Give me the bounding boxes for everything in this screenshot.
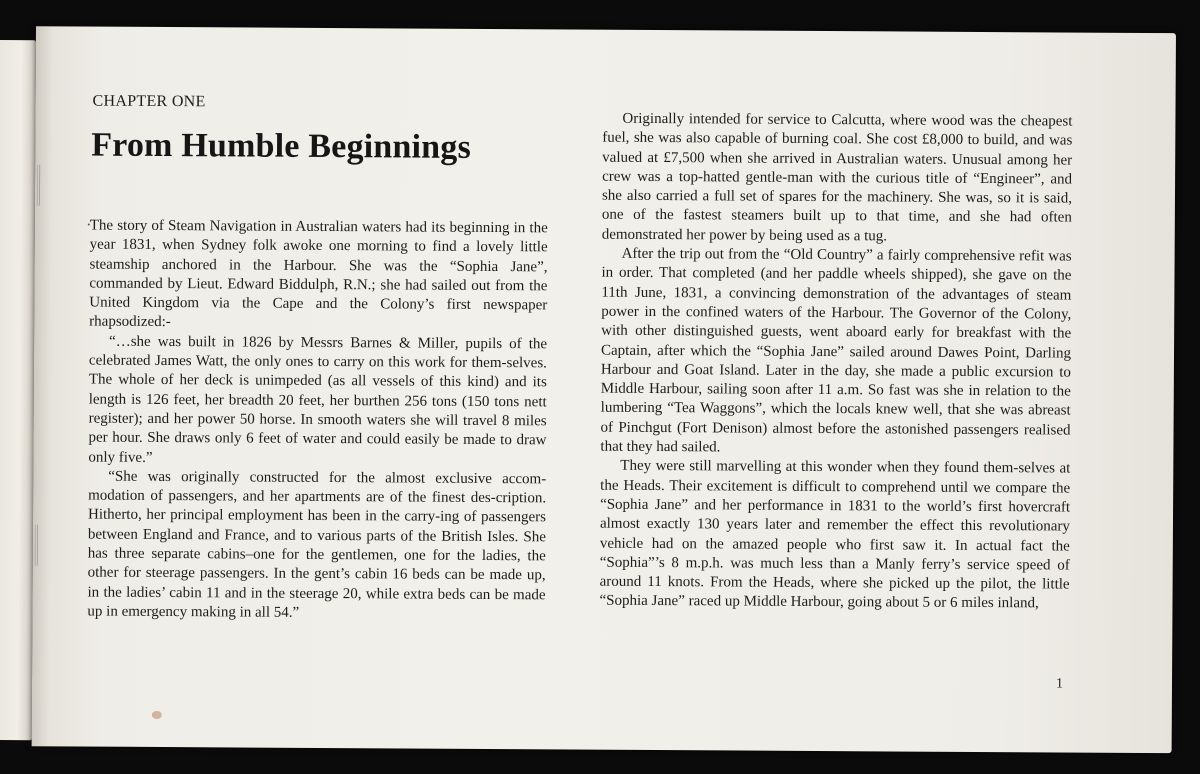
paragraph: They were still marvelling at this wonder when they found them-selves at the Heads. Their excitement is difficult to comprehend until we compare the “Sophia Jane” and her performance in 1831 to the world’s first hovercraft almost exactly 130 years later and remember the effect this revolutionary vehicle had on the amazed people who first saw it. In actual fact the “Sophia”’s 8 m.p.h. was much less than a Manly ferry’s service speed of around 11 knots. From the Heads, where she picked up the pilot, the little “Sophia Jane” raced up Middle Harbour, going about 5 or 6 miles inland, xyxy=(599,458,1071,612)
paragraph: After the trip out from the “Old Country” a fairly comprehensive refit was in order. That completed (and her paddle wheels shipped), she gave on the 11th June, 1831, a convincing demonstration of the advantages of steam power in the confined waters of the Harbour. The Governor of the Colony, with other distinguished guests, went aboard early for breakfast with the Captain, after which the “Sophia Jane” sailed around Dawes Point, Darling Harbour and Goat Island. Later in the day, she made a public excursion to Middle Harbour, sailing soon after 11 a.m. So fast was she in relation to the lumbering “Tea Waggons”, which the locals knew well, that she was abreast of Pinchgut (Fort Denison) almost before the astonished passengers realised that they had sailed. xyxy=(600,245,1072,456)
page-number: 1 xyxy=(1055,676,1064,692)
left-text-column xyxy=(87,217,547,625)
book-page xyxy=(32,26,1176,753)
booklet xyxy=(0,26,1178,755)
chapter-title: From Humble Beginnings xyxy=(91,126,472,166)
staple-bottom xyxy=(35,524,38,566)
stain-mark xyxy=(152,711,162,719)
paragraph: Originally intended for service to Calcutta, where wood was the cheapest fuel, she was also capable of burning coal. She cost £8,000 to build, and was valued at £7,500 when she arrived in Australian waters. Unusual among her crew was a top-hatted gentle-man with the curious title of “Engineer”, and she also carried a full set of spares for the machinery. She was, so it is said, one of the fastest steamers built up to that time, and she had often demonstrated her power by being used as a tug. xyxy=(601,110,1073,245)
paragraph: “…she was built in 1826 by Messrs Barnes & Miller, pupils of the celebrated James Watt, the only ones to carry on this work for them-selves. The whole of her deck is unimpeded (as all vessels of this kind) and its length is 126 feet, her breadth 20 feet, her burthen 256 tons (150 tons nett register); and her power 50 horse. In smooth waters she will travel 8 miles per hour. She draws only 6 feet of water and could easily be made to draw only five.” xyxy=(88,333,548,466)
staple-top xyxy=(37,164,40,206)
paragraph: “She was originally constructed for the almost exclusive accom-modation of passengers, and her apartments are of the finest des-cription. Hitherto, her principal employment has been in the carry-ing of passengers between England and France, and to various parts of the British Isles. She has three separate cabins–one for the gentlemen, one for the ladies, the other for steerage passengers. In the gent’s cabin 16 beds can be made up, in the ladies’ cabin 11 and in the steerage 20, while extra beds can be made up in emergency making in all 54.” xyxy=(87,468,547,621)
facing-page-edge xyxy=(0,40,36,740)
chapter-label: CHAPTER ONE xyxy=(92,92,206,111)
paragraph: The story of Steam Navigation in Australian waters had its beginning in the year 1831, when Sydney folk awoke one morning to find a lovely little steamship anchored in the Harbour. She was the “Sophia Jane”, commanded by Lieut. Edward Biddulph, R.N.; she had sailed out from the United Kingdom via the Cape and the Colony’s first newspaper rhapsodized:- xyxy=(89,217,548,331)
right-text-column xyxy=(599,110,1072,615)
